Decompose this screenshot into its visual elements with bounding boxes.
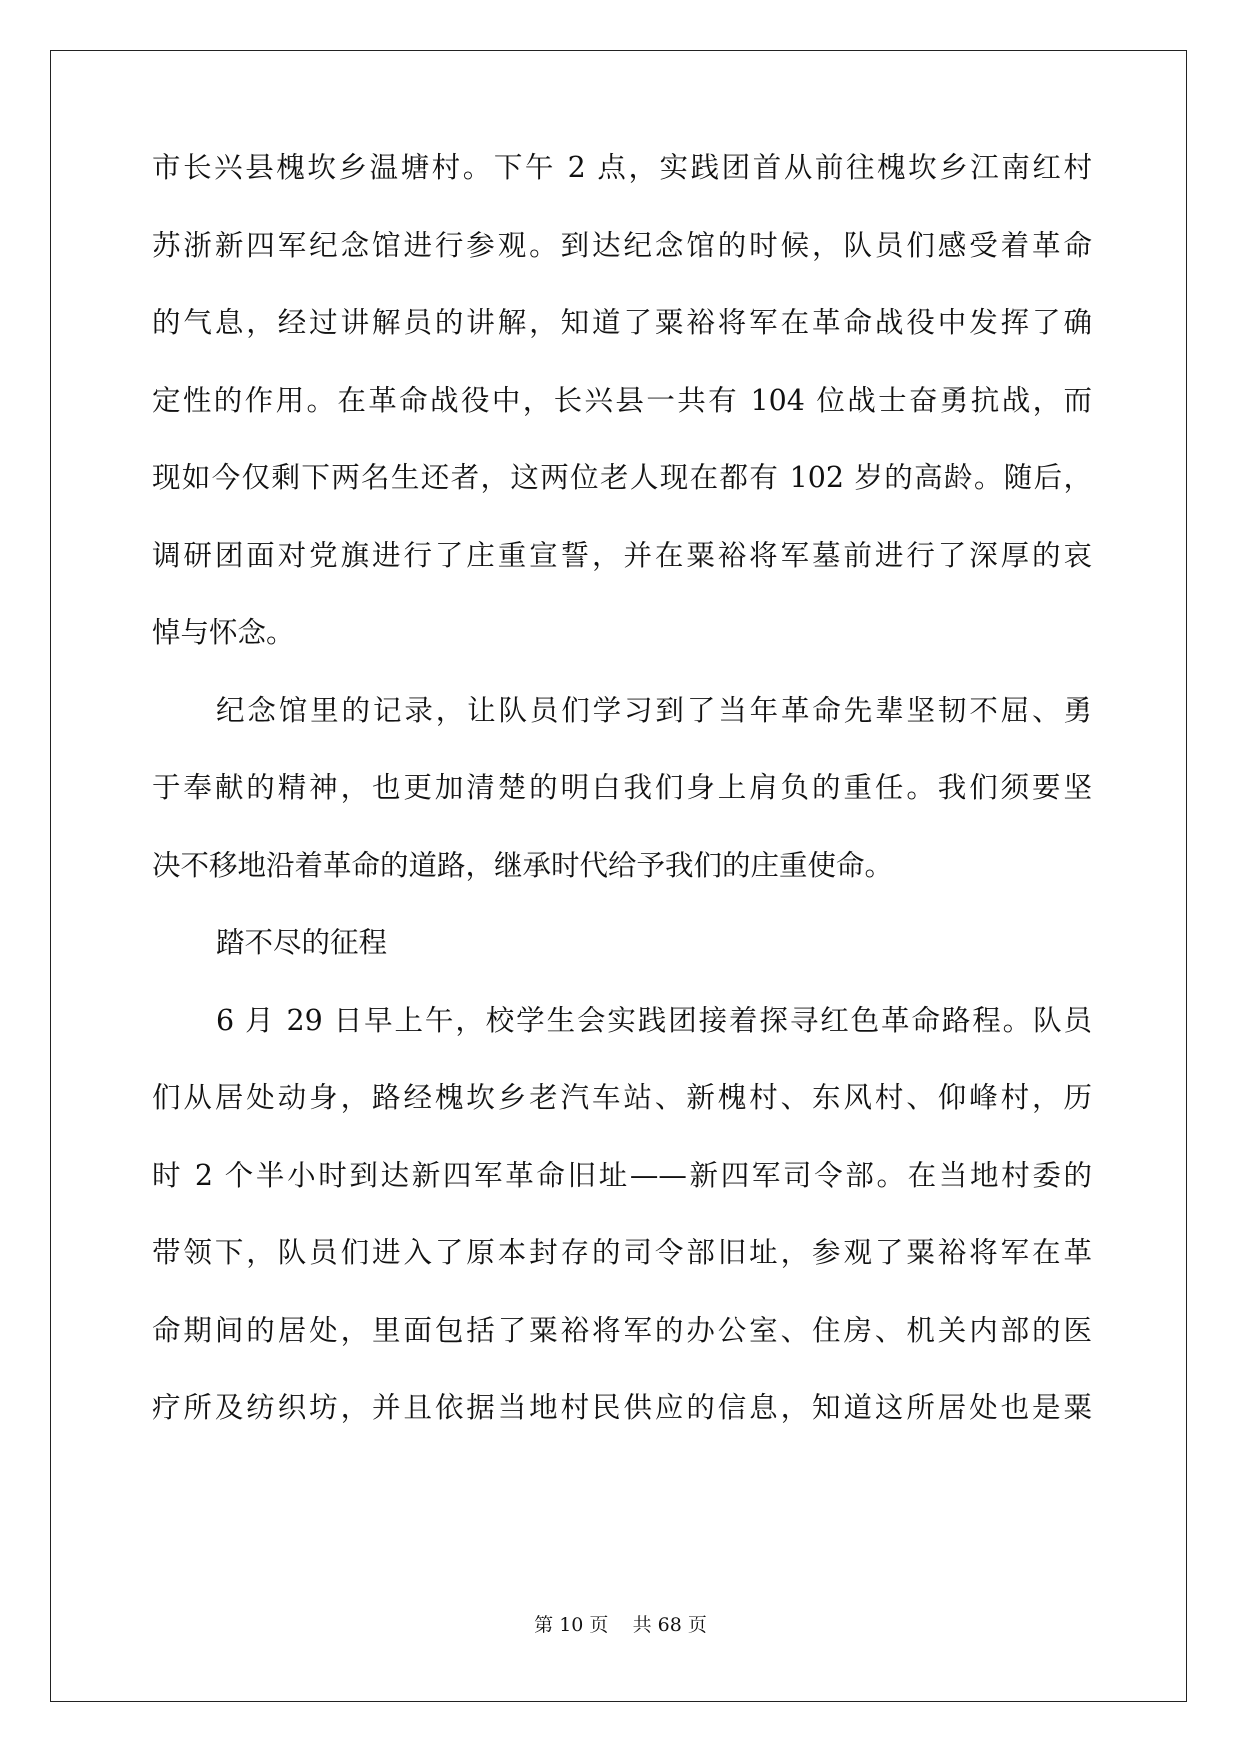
body-text-line: 苏浙新四军纪念馆进行参观。到达纪念馆的时候，队员们感受着革命 <box>152 229 1092 262</box>
body-text-line: 于奉献的精神，也更加清楚的明白我们身上肩负的重任。我们须要坚 <box>152 771 1092 804</box>
body-text-line: 悼与怀念。 <box>152 616 295 649</box>
body-text-line: 的气息，经过讲解员的讲解，知道了粟裕将军在革命战役中发挥了确 <box>152 306 1092 339</box>
body-text-line: 带领下，队员们进入了原本封存的司令部旧址，参观了粟裕将军在革 <box>152 1236 1092 1269</box>
body-text-line: 命期间的居处，里面包括了粟裕将军的办公室、住房、机关内部的医 <box>152 1314 1092 1347</box>
body-text-line: 疗所及纺织坊，并且依据当地村民供应的信息，知道这所居处也是粟 <box>152 1391 1092 1424</box>
body-text-line: 决不移地沿着革命的道路，继承时代给予我们的庄重使命。 <box>152 849 894 882</box>
page-number-footer: 第 10 页 共 68 页 <box>534 1614 707 1636</box>
body-text-line: 市长兴县槐坎乡温塘村。下午 2 点，实践团首从前往槐坎乡江南红村 <box>152 151 1092 184</box>
body-text-line: 定性的作用。在革命战役中，长兴县一共有 104 位战士奋勇抗战，而 <box>152 384 1092 417</box>
paragraph-first-line: 6 月 29 日早上午，校学生会实践团接着探寻红色革命路程。队员 <box>216 1004 1092 1037</box>
section-heading: 踏不尽的征程 <box>216 926 388 959</box>
body-text-line: 们从居处动身，路经槐坎乡老汽车站、新槐村、东风村、仰峰村，历 <box>152 1081 1092 1114</box>
body-text-line: 现如今仅剩下两名生还者，这两位老人现在都有 102 岁的高龄。随后， <box>152 461 1092 494</box>
body-text-line: 调研团面对党旗进行了庄重宣誓，并在粟裕将军墓前进行了深厚的哀 <box>152 539 1092 572</box>
body-text-line: 时 2 个半小时到达新四军革命旧址——新四军司令部。在当地村委的 <box>152 1159 1092 1192</box>
paragraph-first-line: 纪念馆里的记录，让队员们学习到了当年革命先辈坚韧不屈、勇 <box>216 694 1092 727</box>
